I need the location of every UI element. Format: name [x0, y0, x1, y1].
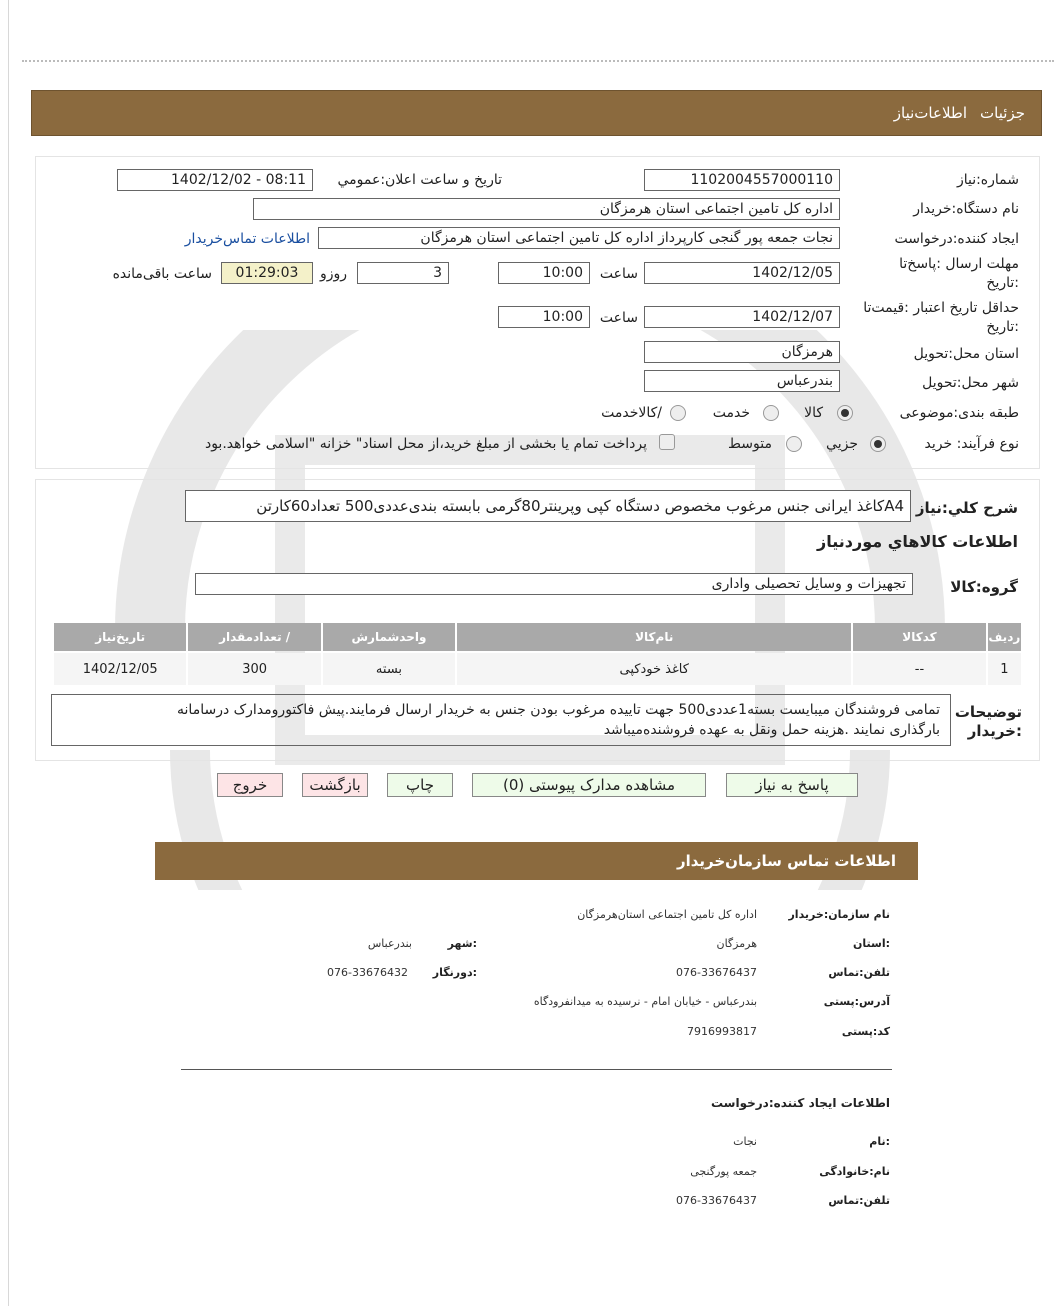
announce-field: 1402/12/02 - 08:11	[117, 169, 313, 191]
cell-name: کاغذ خودکپی	[457, 653, 851, 685]
reply-button[interactable]: پاسخ به نیاز	[726, 773, 858, 797]
deadline-hour-label: ساعت	[599, 266, 638, 282]
category-service-radio[interactable]	[763, 405, 779, 421]
col-code: کدکالا	[853, 623, 985, 651]
exit-button[interactable]: خروج	[217, 773, 283, 797]
org-value: اداره کل تامین اجتماعی استان‌هرمزگان	[577, 908, 757, 921]
cell-code: --	[853, 653, 985, 685]
need-number-field: 1102004557000110	[644, 169, 840, 191]
province-label: استان محل:تحویل	[913, 346, 1019, 362]
org-label: نام سازمان:خریدار	[788, 908, 890, 921]
contact-city-label: :شهر	[447, 937, 477, 950]
goods-title: اطلاعات کالاهاي موردنياز	[817, 532, 1018, 551]
contact-province-label: :استان	[853, 937, 890, 950]
remaining-timer: 01:29:03	[221, 262, 313, 284]
process-medium-label: متوسط	[728, 436, 772, 452]
family-label: نام:خانوادگی	[819, 1165, 890, 1178]
need-number-label: شماره:نیاز	[956, 172, 1019, 188]
attachments-button[interactable]: مشاهده مدارک پیوستی (0)	[472, 773, 706, 797]
contact-city-value: بندرعباس	[367, 937, 412, 950]
process-minor-radio[interactable]	[870, 436, 886, 452]
validity-label-2: :تاریخ	[986, 319, 1019, 335]
category-service-label: خدمت	[712, 405, 750, 421]
notes-line-2: بارگذاری نمایند .هزینه حمل ونقل به عهده فروشنده‌میباشد	[603, 722, 940, 738]
summary-field: A4کاغذ ایرانی جنس مرغوب مخصوص دستگاه کپی وپرینتر80گرمی بابسته بندی‌عددی500 تعداد60کارتن	[185, 490, 911, 522]
address-label: آدرس:پستی	[823, 995, 890, 1008]
page-frame-line	[8, 0, 9, 1306]
validity-label: حداقل تاریخ اعتبار :قیمت‌تا	[863, 300, 1019, 316]
name-value: نجات	[733, 1135, 757, 1148]
validity-hour-label: ساعت	[599, 310, 638, 326]
province-field: هرمزگان	[644, 341, 840, 363]
title-bar	[31, 90, 1042, 136]
announce-label: تاریخ و ساعت اعلان:عمومي	[337, 172, 502, 188]
col-name: نام‌کالا	[457, 623, 851, 651]
fax-label: :دورنگار	[432, 966, 477, 979]
contact-title: اطلاعات تماس سازمان‌خریدار	[676, 852, 896, 870]
creator-phone-value: 076-33676437	[676, 1194, 757, 1207]
summary-label: شرح کلي:نیاز	[915, 499, 1018, 517]
goods-table	[52, 621, 1023, 687]
tab-need-info[interactable]: اطلاعات‌نیاز	[893, 104, 967, 122]
buyer-contact-link[interactable]: اطلاعات تماس‌خریدار	[184, 231, 310, 247]
remaining-label: ساعت باقی‌مانده	[112, 266, 212, 282]
contact-province-value: هرمزگان	[716, 937, 757, 950]
process-label: نوع فرآیند: خرید	[924, 436, 1019, 452]
col-qty: / تعدادمقدار	[188, 623, 320, 651]
category-goods-radio[interactable]	[837, 405, 853, 421]
cell-qty: 300	[188, 653, 320, 685]
days-label: روزو	[319, 266, 347, 282]
deadline-date-field: 1402/12/05	[644, 262, 840, 284]
creator-field: نجات جمعه پور گنجی کارپرداز اداره کل تامین اجتماعی استان هرمزگان	[318, 227, 840, 249]
validity-date-field: 1402/12/07	[644, 306, 840, 328]
contact-divider	[181, 1069, 892, 1070]
validity-time-field: 10:00	[498, 306, 590, 328]
creator-title: اطلاعات ایجاد کننده:درخواست	[710, 1096, 890, 1110]
address-value: بندرعباس - خیابان امام - نرسیده به میدانفرودگاه	[533, 995, 757, 1008]
phone-value: 076-33676437	[676, 966, 757, 979]
cell-unit: بسته	[323, 653, 455, 685]
creator-phone-label: تلفن:تماس	[828, 1194, 890, 1207]
city-field: بندرعباس	[644, 370, 840, 392]
phone-label: تلفن:تماس	[828, 966, 890, 979]
process-medium-radio[interactable]	[786, 436, 802, 452]
process-minor-label: جزیي	[826, 436, 858, 452]
buyer-field: اداره کل تامین اجتماعی استان هرمزگان	[253, 198, 840, 220]
payment-checkbox[interactable]	[659, 434, 675, 450]
back-button[interactable]: بازگشت	[302, 773, 368, 797]
col-unit: واحدشمارش	[323, 623, 455, 651]
table-row	[54, 653, 1021, 685]
category-both-label: /کالاخدمت	[601, 405, 662, 421]
goods-table-header	[54, 623, 1021, 651]
fax-value: 076-33676432	[327, 966, 408, 979]
deadline-label: مهلت ارسال :پاسخ‌تا	[899, 256, 1019, 272]
creator-label: ایجاد کننده:درخواست	[894, 231, 1019, 247]
family-value: جمعه پورگنجی	[690, 1165, 757, 1178]
postal-value: 7916993817	[687, 1025, 757, 1038]
postal-label: کد:پستی	[841, 1025, 890, 1038]
deadline-label-2: :تاریخ	[986, 275, 1019, 291]
notes-label: توضیحات	[954, 703, 1022, 721]
dotted-divider	[22, 60, 1054, 62]
category-goods-label: کالا	[804, 405, 823, 421]
cell-date: 1402/12/05	[54, 653, 186, 685]
city-label: شهر محل:تحویل	[922, 375, 1019, 391]
goods-table-wrap	[52, 621, 1023, 687]
category-both-radio[interactable]	[670, 405, 686, 421]
category-label: طبقه بندی:موضوعی	[899, 405, 1019, 421]
cell-row: 1	[988, 653, 1021, 685]
notes-line-1: تمامی فروشندگان میبایست بسته1عددی500 جهت تاییده مرغوب بودن جنس به خریدار ارسال فرمایند.پیش فاکتورومدارک درسامانه	[177, 702, 940, 718]
days-field: 3	[357, 262, 449, 284]
notes-label-2: :خریدار	[967, 722, 1022, 740]
tab-details[interactable]: جزئیات	[980, 104, 1025, 122]
notes-box	[51, 694, 951, 746]
name-label: :نام	[869, 1135, 890, 1148]
col-date: تاریخ‌نیاز	[54, 623, 186, 651]
buyer-label: نام دستگاه:خریدار	[913, 201, 1019, 217]
print-button[interactable]: چاپ	[387, 773, 453, 797]
deadline-time-field: 10:00	[498, 262, 590, 284]
group-field: تجهیزات و وسایل تحصیلی واداری	[195, 573, 913, 595]
group-label: گروه:کالا	[950, 578, 1018, 596]
payment-note: پرداخت تمام یا بخشی از مبلغ خرید،از محل اسناد" خزانه "اسلامی خواهد.بود	[204, 436, 647, 452]
contact-title-bar	[155, 842, 918, 880]
col-row: ردیف	[988, 623, 1021, 651]
